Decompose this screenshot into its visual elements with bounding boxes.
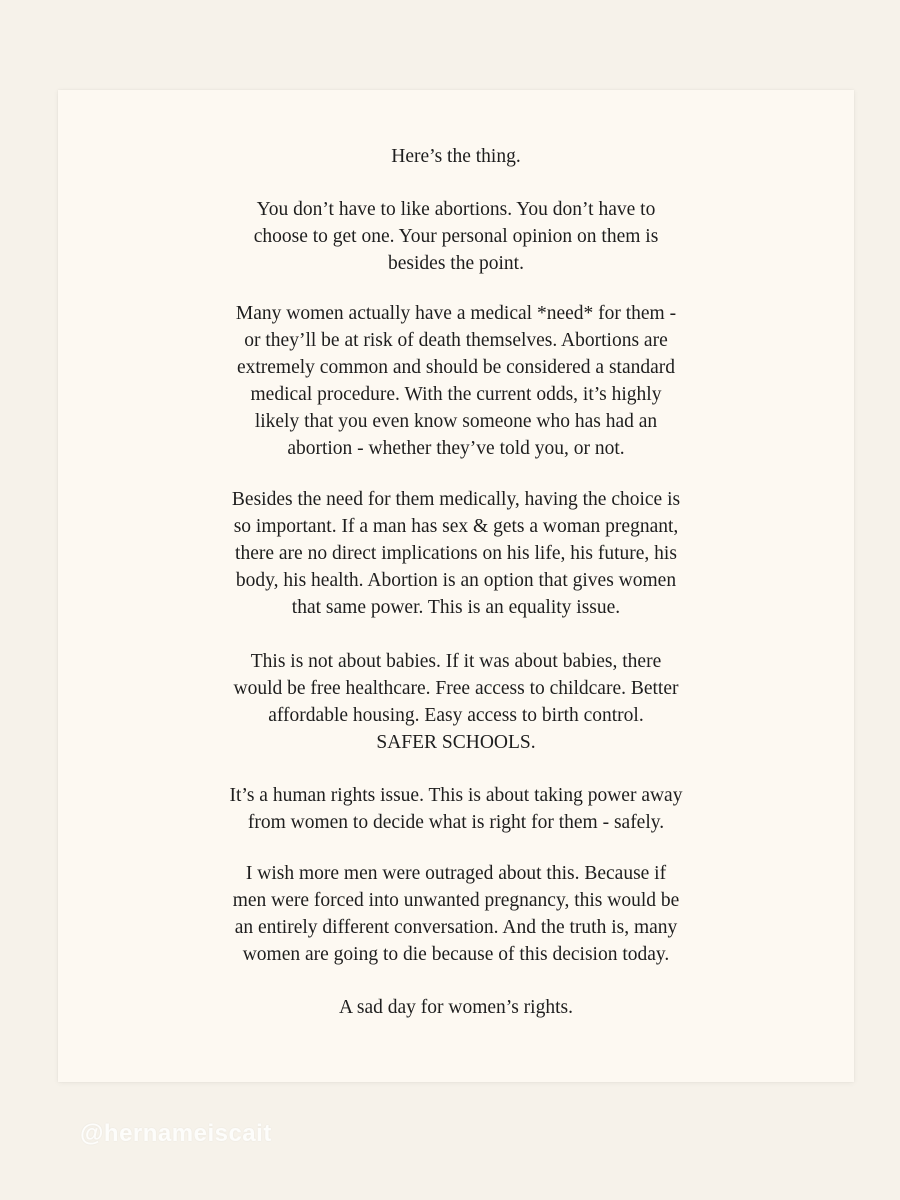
text-line: likely that you even know someone who has had an — [254, 411, 658, 432]
text-line: there are no direct implications on his life, his future, his — [235, 543, 677, 564]
text-line: Besides the need for them medically, having the choice is — [231, 489, 681, 510]
paragraph-medical-need — [58, 300, 854, 462]
text-line: abortion - whether they’ve told you, or not. — [287, 438, 625, 459]
text-line: SAFER SCHOOLS. — [376, 732, 536, 753]
text-line: choose to get one. Your personal opinion on them is — [253, 226, 659, 247]
paragraph-opinion — [58, 196, 854, 277]
watermark-username: @hernameiscait — [80, 1120, 272, 1147]
text-line: You don’t have to like abortions. You don’t have to — [256, 199, 656, 220]
text-line: an entirely different conversation. And the truth is, many — [234, 917, 678, 938]
text-line: This is not about babies. If it was about babies, there — [250, 651, 662, 672]
text-line: I wish more men were outraged about this. Because if — [245, 863, 667, 884]
text-line: women are going to die because of this decision today. — [242, 944, 670, 965]
paragraph-human-rights — [58, 782, 854, 836]
paragraph-outrage — [58, 860, 854, 968]
text-line: besides the point. — [388, 253, 524, 274]
text-line: It’s a human rights issue. This is about taking power away — [229, 785, 683, 806]
paragraph-intro — [58, 143, 854, 170]
text-line: Here’s the thing. — [391, 146, 521, 167]
text-line: or they’ll be at risk of death themselves. Abortions are — [244, 330, 668, 351]
text-line: men were forced into unwanted pregnancy, this would be — [232, 890, 680, 911]
text-line: from women to decide what is right for them - safely. — [247, 812, 665, 833]
post-card — [58, 90, 854, 1082]
text-line: that same power. This is an equality issue. — [291, 597, 621, 618]
text-line: Many women actually have a medical *need* for them - — [235, 303, 677, 324]
text-line: would be free healthcare. Free access to childcare. Better — [233, 678, 679, 699]
paragraph-choice — [58, 486, 854, 621]
text-line: A sad day for women’s rights. — [339, 997, 573, 1018]
text-line: medical procedure. With the current odds, it’s highly — [250, 384, 662, 405]
text-line: affordable housing. Easy access to birth control. — [268, 705, 644, 726]
text-line: so important. If a man has sex & gets a woman pregnant, — [233, 516, 679, 537]
paragraph-babies — [58, 648, 854, 756]
text-line: extremely common and should be considered a standard — [236, 357, 676, 378]
paragraph-closing — [58, 994, 854, 1021]
text-line: body, his health. Abortion is an option that gives women — [235, 570, 677, 591]
